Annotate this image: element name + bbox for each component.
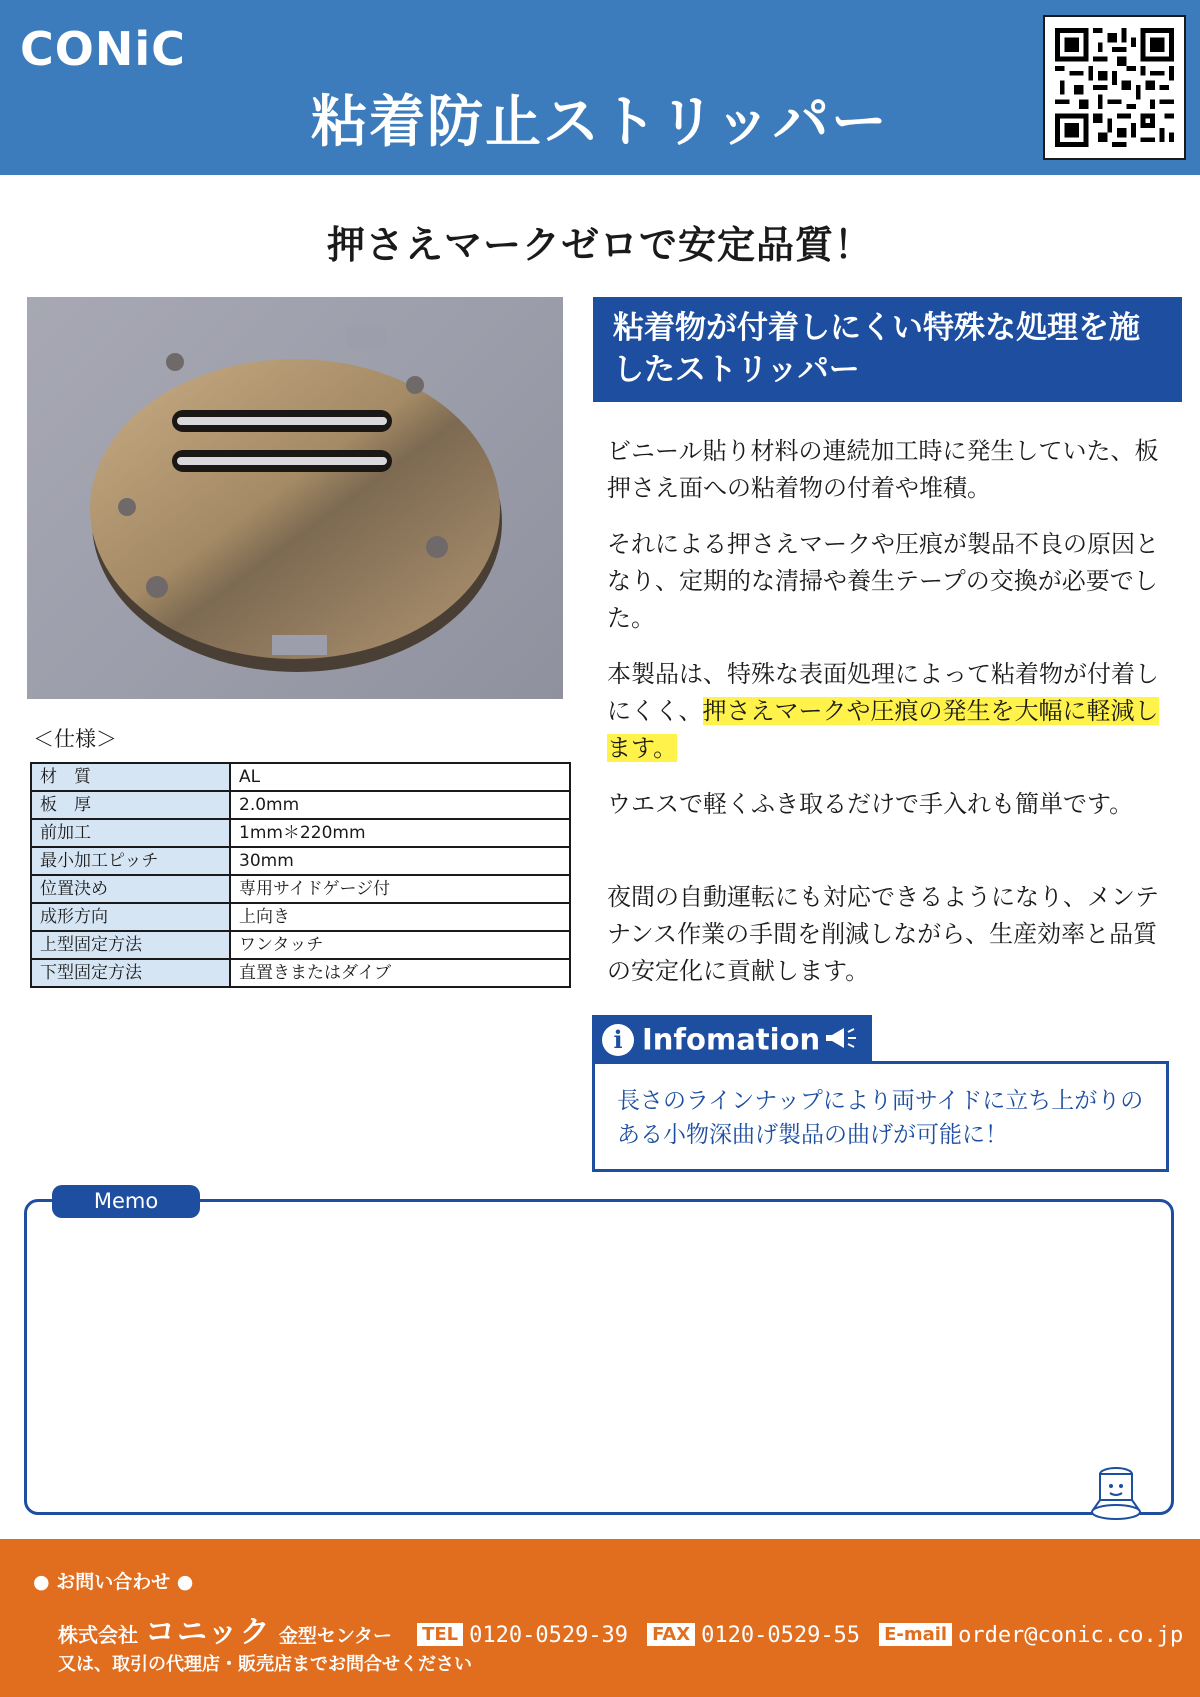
- info-box: 長さのラインナップにより両サイドに立ち上がりのある小物深曲げ製品の曲げが可能に！: [592, 1061, 1169, 1172]
- info-tab: [592, 1015, 872, 1062]
- spec-key: 上型固定方法: [31, 931, 230, 959]
- tel-number[interactable]: 0120-0529-39: [469, 1623, 629, 1648]
- highlighted-text: 押さえマークや圧痕の発生を大幅に軽減します。: [607, 697, 1159, 762]
- spec-value: 30mm: [230, 847, 570, 875]
- body-paragraph-1: ビニール貼り材料の連続加工時に発生していた、板押さえ面への粘着物の付着や堆積。: [607, 437, 1159, 502]
- subtitle: 押さえマークゼロで安定品質！: [326, 223, 873, 267]
- product-photo: [27, 297, 563, 699]
- megaphone-icon: [824, 1017, 860, 1064]
- page-title: 粘着防止ストリッパー: [311, 90, 889, 155]
- spec-table: [30, 762, 571, 988]
- company-name: コニック: [145, 1615, 272, 1650]
- spec-value: 直置きまたはダイブ: [230, 959, 570, 987]
- memo-label: Memo: [52, 1185, 200, 1218]
- table-row: [31, 875, 570, 903]
- spec-key: 位置決め: [31, 875, 230, 903]
- spec-value: 専用サイドゲージ付: [230, 875, 570, 903]
- table-row: [31, 931, 570, 959]
- contact-line: [58, 1607, 1191, 1651]
- info-icon: i: [602, 1024, 634, 1056]
- spec-key: 下型固定方法: [31, 959, 230, 987]
- spec-key: 材 質: [31, 763, 230, 791]
- fax-number: 0120-0529-55: [701, 1623, 861, 1648]
- spec-key: 板 厚: [31, 791, 230, 819]
- header: [0, 0, 1200, 175]
- table-row: [31, 903, 570, 931]
- body-paragraph-3-text: 本製品は、特殊な表面処理によって粘着物が付着しにくく、: [607, 660, 1159, 725]
- tel-label: TEL: [417, 1623, 463, 1646]
- spec-key: 前加工: [31, 819, 230, 847]
- spec-value: ワンタッチ: [230, 931, 570, 959]
- table-row: [31, 959, 570, 987]
- company-prefix: 株式会社: [58, 1623, 138, 1647]
- dealer-note: 又は、取引の代理店・販売店までお問合せください: [58, 1654, 472, 1675]
- spec-value: AL: [230, 763, 570, 791]
- info-label: Infomation: [642, 1022, 821, 1057]
- mascot-icon: [1085, 1462, 1147, 1520]
- memo-area[interactable]: [24, 1199, 1174, 1515]
- conic-logo: CONiC: [20, 22, 186, 76]
- table-row: [31, 847, 570, 875]
- table-row: [31, 819, 570, 847]
- inquiry-heading: ● お問い合わせ ●: [33, 1571, 194, 1593]
- table-row: [31, 763, 570, 791]
- footer: [0, 1539, 1200, 1697]
- company-department: 金型センター: [278, 1625, 393, 1647]
- body-paragraph-4: ウエスで軽くふき取るだけで手入れも簡単です。: [607, 790, 1134, 818]
- email-label: E-mail: [879, 1623, 952, 1646]
- spec-heading: ＜仕様＞: [33, 727, 117, 751]
- feature-heading: 粘着物が付着しにくい特殊な処理を施したストリッパー: [593, 297, 1182, 402]
- spec-value: 上向き: [230, 903, 570, 931]
- table-row: [31, 791, 570, 819]
- body-paragraph-2: それによる押さえマークや圧痕が製品不良の原因となり、定期的な清掃や養生テープの交換が必要でした。: [607, 530, 1159, 632]
- qr-code-icon[interactable]: [1043, 15, 1186, 160]
- email-address[interactable]: order@conic.co.jp: [958, 1623, 1184, 1648]
- fax-label: FAX: [647, 1623, 695, 1646]
- spec-key: 最小加工ピッチ: [31, 847, 230, 875]
- spec-value: 2.0mm: [230, 791, 570, 819]
- spec-key: 成形方向: [31, 903, 230, 931]
- body-paragraph-3: [607, 656, 1177, 767]
- spec-value: 1mm＊220mm: [230, 819, 570, 847]
- body-paragraph-5: 夜間の自動運転にも対応できるようになり、メンテナンス作業の手間を削減しながら、生産効率と品質の安定化に貢献します。: [607, 883, 1159, 985]
